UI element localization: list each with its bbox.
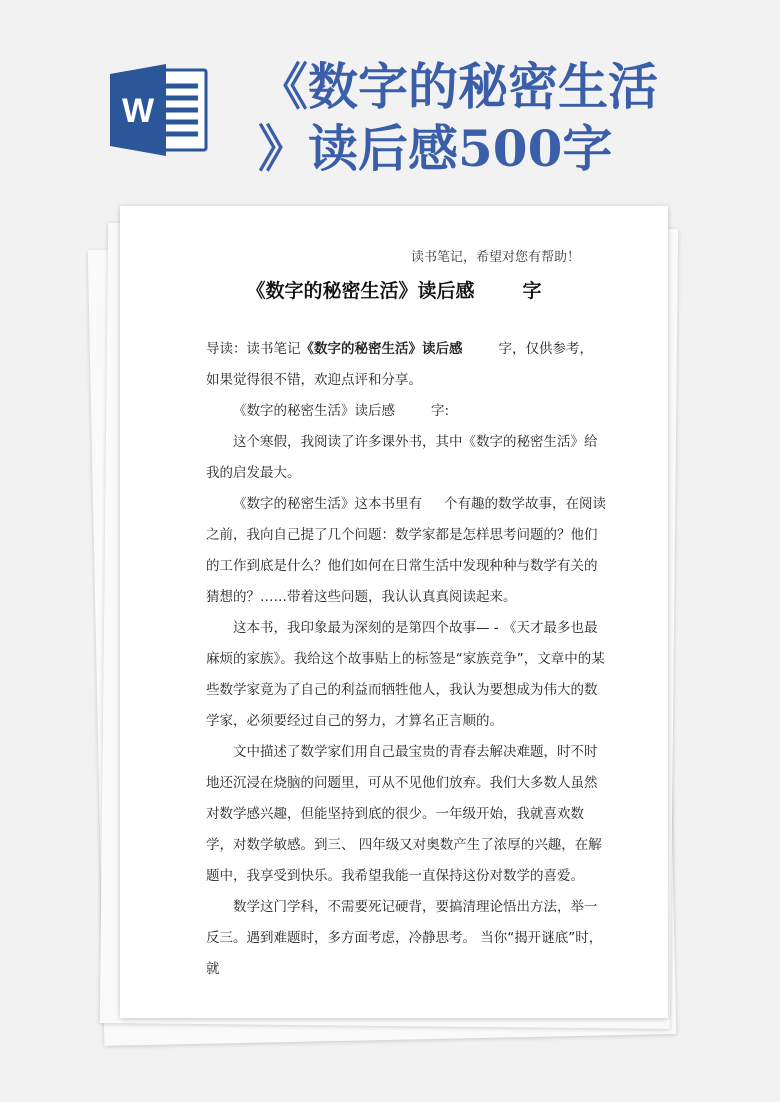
paragraph-2-start: 《数字的秘密生活》这本书里有 [233,496,422,512]
word-document-icon [108,58,212,162]
paragraph-5: 数学这门学科，不需要死记硬背，要搞清理论悟出方法，举一反三。遇到难题时，多方面考虑，冷静思考。 当你“揭开谜底”时，就 [206,899,603,977]
paragraph-2 [206,489,606,613]
banner-title [258,56,758,180]
header-note: 读书笔记，希望对您有帮助！ [410,250,580,265]
document-page [120,206,668,1018]
paragraph-2-rest: 个有趣的数学故事，在阅读之前，我向自己提了几个问题：数学家都是怎样思考问题的？他们的工作到底是什么？他们如何在日常生活中发现种种与数学有关的猜想的？……带着这些问题，我认认真真阅读起来。 [206,496,606,605]
intro-bold-title: 《数字的秘密生活》读后感 [300,341,463,357]
subheading-paragraph [206,396,606,427]
intro-label: 导读：读书笔记 [206,341,301,357]
word-icon-letter: W [121,92,155,130]
subheading-suffix: 字: [431,403,450,419]
document-title [120,276,668,303]
intro-paragraph [206,334,606,396]
document-title-suffix: 字 [522,280,542,302]
paragraph-1: 这个寒假，我阅读了许多课外书，其中《数字的秘密生活》给我的启发最大。 [206,434,598,481]
document-body [206,334,606,985]
subheading-title: 《数字的秘密生活》读后感 [233,403,395,419]
banner-title-line1: 《数字的秘密生活 [258,57,658,116]
intro-rest: 字，仅供参考，如果觉得很不错，欢迎点评和分享。 [206,341,593,388]
banner-title-line2: 》读后感500字 [258,119,613,178]
document-title-main: 《数字的秘密生活》读后感 [246,280,475,302]
paragraph-4: 文中描述了数学家们用自己最宝贵的青春去解决难题，时不时地还沉浸在烧脑的问题里，可从不见他们放弃。我们大多数人虽然对数学感兴趣，但能坚持到底的很少。一年级开始，我就喜欢数学，对数学敏感。到三、 四年级又对奥数产生了浓厚的兴趣，在解题中，我享受到快乐。我希望我能一直保持这份对数学的喜爱。 [206,744,602,884]
paragraph-3: 这本书，我印象最为深刻的是第四个故事— - 《天才最多也最麻烦的家族》。我给这个故事贴上的标签是“家族竞争”，文章中的某些数学家竟为了自己的利益而牺牲他人，我认为要想成为伟大的数学家，必须要经过自己的努力，才算名正言顺的。 [206,620,605,729]
